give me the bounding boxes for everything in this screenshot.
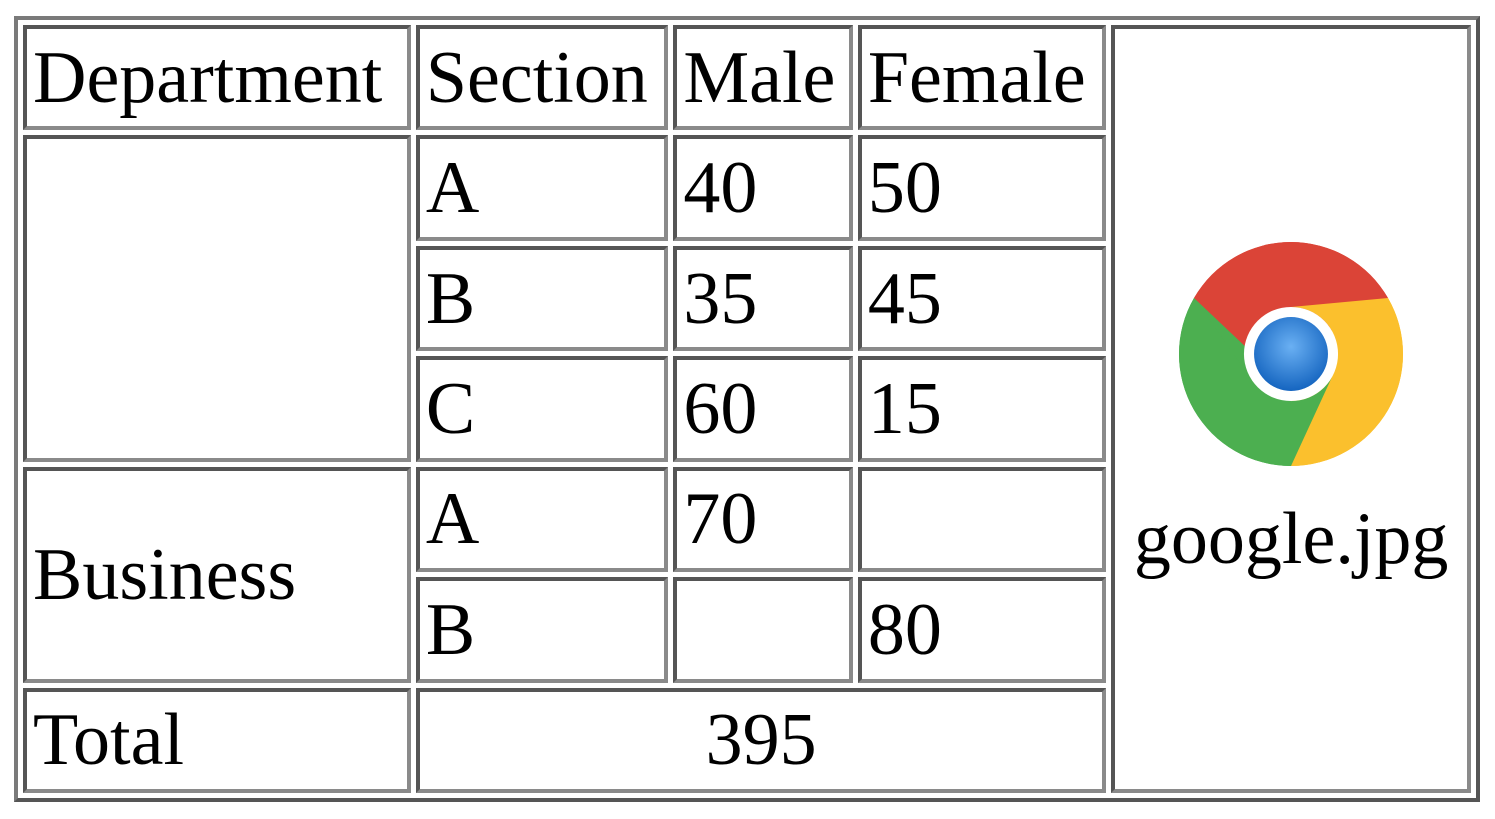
section-cell: B [416, 577, 669, 682]
female-cell: 80 [858, 577, 1106, 682]
male-cell: 35 [673, 246, 853, 351]
female-cell: 15 [858, 356, 1106, 461]
section-cell: C [416, 356, 669, 461]
image-figure [1121, 242, 1461, 580]
total-value: 395 [416, 688, 1106, 793]
data-table [14, 16, 1480, 802]
male-cell [673, 577, 853, 682]
section-cell: A [416, 135, 669, 240]
male-cell: 60 [673, 356, 853, 461]
header-female: Female [858, 25, 1106, 130]
header-department: Department [23, 25, 411, 130]
section-cell: A [416, 467, 669, 572]
image-caption: google.jpg [1133, 498, 1449, 580]
male-cell: 70 [673, 467, 853, 572]
header-male: Male [673, 25, 853, 130]
image-cell [1111, 25, 1471, 793]
table-container [14, 16, 1480, 802]
header-section: Section [416, 25, 669, 130]
total-label: Total [23, 688, 411, 793]
section-cell: B [416, 246, 669, 351]
chrome-logo-icon [1179, 242, 1403, 466]
header-row [23, 25, 1471, 130]
female-cell [858, 467, 1106, 572]
department-cell [23, 135, 411, 461]
female-cell: 45 [858, 246, 1106, 351]
department-cell: Business [23, 467, 411, 683]
female-cell: 50 [858, 135, 1106, 240]
male-cell: 40 [673, 135, 853, 240]
